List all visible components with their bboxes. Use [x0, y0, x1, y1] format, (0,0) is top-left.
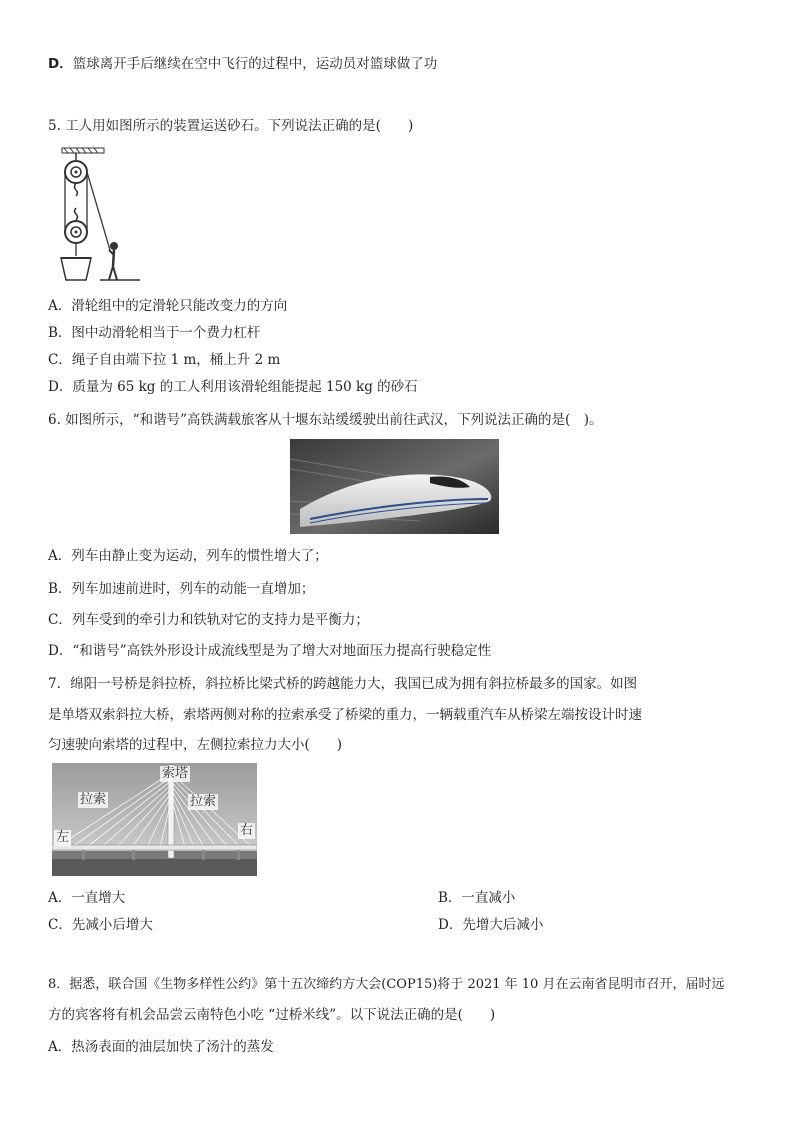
q7-option-b: B．一直减小	[438, 890, 516, 906]
q7-option-a: A．一直增大	[48, 890, 126, 906]
bridge-drawing	[52, 763, 257, 876]
q5-option-a: A．滑轮组中的定滑轮只能改变力的方向	[48, 298, 288, 314]
label-cable-left: 拉索	[80, 792, 107, 807]
q4-option-d-text: 篮球离开手后继续在空中飞行的过程中，运动员对篮球做了功	[72, 56, 438, 72]
pulley-figure	[56, 146, 146, 286]
label-cable-right: 拉索	[190, 794, 217, 809]
q5-stem: 5. 工人用如图所示的装置运送砂石。下列说法正确的是( )	[48, 118, 414, 134]
q7-option-d: D．先增大后减小	[438, 917, 544, 933]
q8-stem-line-1: 8．据悉，联合国《生物多样性公约》第十五次缔约方大会(COP15)将于 2021 年 10 月在云南省昆明市召开，届时远	[48, 977, 725, 992]
q6-option-b: B．列车加速前进时，列车的动能一直增加；	[48, 581, 315, 597]
q7-option-c: C．先减小后增大	[48, 917, 153, 933]
q5-option-b: B．图中动滑轮相当于一个费力杠杆	[48, 325, 261, 341]
label-tower: 索塔	[162, 766, 189, 781]
q6-option-c: C．列车受到的牵引力和铁轨对它的支持力是平衡力；	[48, 612, 369, 628]
q7-stem-line-3: 匀速驶向索塔的过程中，左侧拉索拉力大小( )	[48, 737, 343, 753]
q6-option-d: D．“和谐号”高铁外形设计成流线型是为了增大对地面压力提高行驶稳定性	[48, 643, 492, 659]
q5-option-d: D．质量为 65 kg 的工人利用该滑轮组能提起 150 kg 的砂石	[48, 379, 418, 395]
q4-option-d	[48, 54, 437, 74]
q8-option-a: A．热汤表面的油层加快了汤汁的蒸发	[48, 1039, 274, 1055]
q7-stem-line-2: 是单塔双索斜拉大桥，索塔两侧对称的拉索承受了桥梁的重力，一辆载重汽车从桥梁左端按设计时速	[48, 707, 642, 723]
label-right: 右	[240, 823, 254, 838]
bridge-photo	[52, 763, 257, 876]
q6-option-a: A．列车由静止变为运动，列车的惯性增大了；	[48, 548, 328, 564]
q8-stem-line-2: 方的宾客将有机会品尝云南特色小吃 “过桥米线”。以下说法正确的是( )	[48, 1007, 496, 1023]
q7-stem-line-1: 7．绵阳一号桥是斜拉桥，斜拉桥比梁式桥的跨越能力大，我国已成为拥有斜拉桥最多的国家。如图	[48, 676, 638, 692]
q6-stem: 6. 如图所示，“和谐号”高铁满载旅客从十堰东站缓缓驶出前往武汉，下列说法正确的是( )。	[48, 412, 603, 428]
train-photo	[290, 439, 499, 534]
q4-option-d-label: D．	[48, 56, 73, 72]
q5-option-c: C．绳子自由端下拉 1 m，桶上升 2 m	[48, 352, 281, 368]
label-left: 左	[56, 830, 70, 845]
